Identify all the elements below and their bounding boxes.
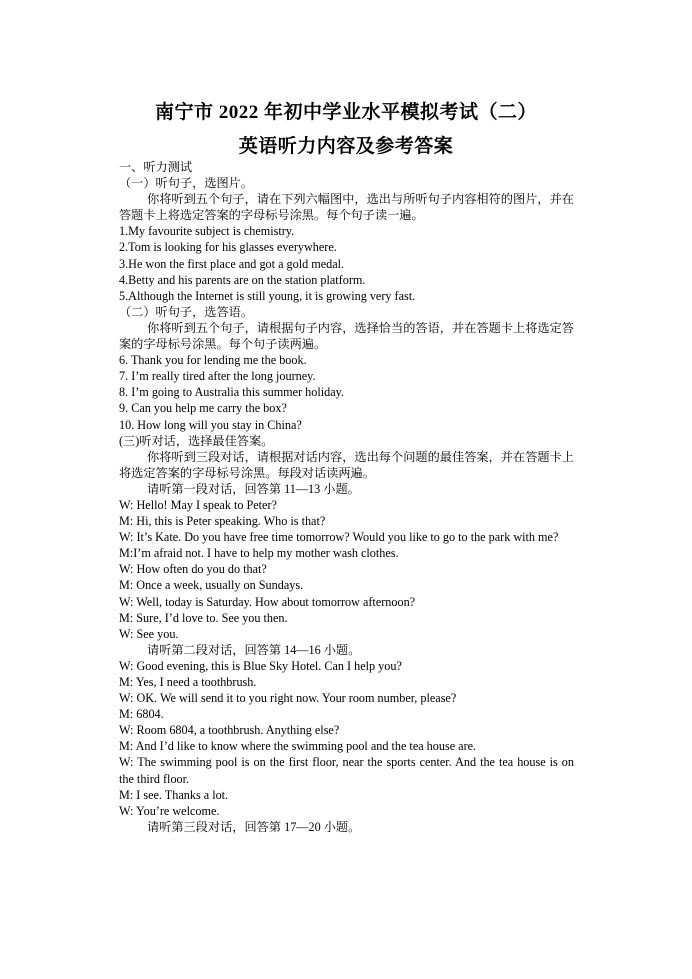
dialogue-line: W: Well, today is Saturday. How about tomorrow afternoon?: [119, 594, 416, 609]
dialogue-line: W: Good evening, this is Blue Sky Hotel. Can I help you?: [119, 658, 402, 673]
part3-heading: (三)听对话，选择最佳答案。: [119, 433, 274, 448]
dialogue-line: M: And I’d like to know where the swimming pool and the tea house are.: [119, 739, 477, 754]
part2-sentence: 6. Thank you for lending me the book.: [119, 353, 307, 368]
dialogue-line: W: It’s Kate. Do you have free time tomorrow? Would you like to go to the park with me?: [119, 530, 559, 545]
part1-sentence: 3.He won the first place and got a gold medal.: [119, 256, 345, 271]
document-body: [119, 159, 574, 835]
part1-sentence: 2.Tom is looking for his glasses everywhere.: [119, 240, 337, 255]
dialogue-line: W: Room 6804, a toothbrush. Anything else?: [119, 723, 340, 738]
dialogue2-intro: 请听第二段对话，回答第 14—16 小题。: [147, 642, 361, 657]
dialogue-line: M: Sure, I’d love to. See you then.: [119, 610, 288, 625]
part1-instruction: 你将听到五个句子，请在下列六幅图中，选出与所听句子内容相符的图片，并在答题卡上将选定答案的字母标号涂黑。每个句子读一遍。: [119, 192, 574, 223]
dialogue-line: W: You’re welcome.: [119, 803, 220, 818]
dialogue-line: W: OK. We will send it to you right now. Your room number, please?: [119, 691, 457, 706]
dialogue-line: M: I see. Thanks a lot.: [119, 787, 229, 802]
part1-heading: （一）听句子，选图片。: [119, 176, 254, 191]
part2-sentence: 10. How long will you stay in China?: [119, 417, 302, 432]
dialogue-line: W: The swimming pool is on the first floor, near the sports center. And the tea house is on the third floor.: [119, 755, 574, 786]
part1-sentence: 4.Betty and his parents are on the station platform.: [119, 272, 366, 287]
part2-heading: （二）听句子，选答语。: [119, 304, 254, 319]
dialogue3-intro: 请听第三段对话，回答第 17—20 小题。: [147, 819, 361, 834]
dialogue1-intro: 请听第一段对话，回答第 11—13 小题。: [147, 481, 360, 496]
part2-instruction: 你将听到五个句子，请根据句子内容，选择恰当的答语，并在答题卡上将选定答案的字母标号涂黑。每个句子读两遍。: [119, 320, 574, 352]
dialogue-line: M: Yes, I need a toothbrush.: [119, 675, 257, 689]
dialogue-line: W: See you.: [119, 626, 179, 641]
part3-instruction: 你将听到三段对话，请根据对话内容，选出每个问题的最佳答案，并在答题卡上将选定答案的字母标号涂黑。每段对话读两遍。: [119, 449, 574, 480]
document-title: 南宁市 2022 年初中学业水平模拟考试（二）: [154, 102, 537, 123]
section-heading: 一、听力测试: [119, 160, 193, 174]
dialogue-line: W: Hello! May I speak to Peter?: [119, 497, 277, 512]
part2-sentence: 9. Can you help me carry the box?: [119, 401, 287, 416]
dialogue-line: W: How often do you do that?: [119, 562, 267, 577]
dialogue-line: M: Hi, this is Peter speaking. Who is that?: [119, 514, 326, 529]
document-subtitle: 英语听力内容及参考答案: [238, 136, 454, 157]
dialogue-line: M:I’m afraid not. I have to help my mother wash clothes.: [119, 546, 399, 561]
dialogue-line: M: 6804.: [119, 707, 164, 722]
part2-sentence: 7. I’m really tired after the long journey.: [119, 369, 316, 384]
part1-sentence: 5.Although the Internet is still young, it is growing very fast.: [119, 288, 416, 303]
part1-sentence: 1.My favourite subject is chemistry.: [119, 224, 295, 239]
part2-sentence: 8. I’m going to Australia this summer holiday.: [119, 385, 344, 400]
dialogue-line: M: Once a week, usually on Sundays.: [119, 578, 304, 593]
